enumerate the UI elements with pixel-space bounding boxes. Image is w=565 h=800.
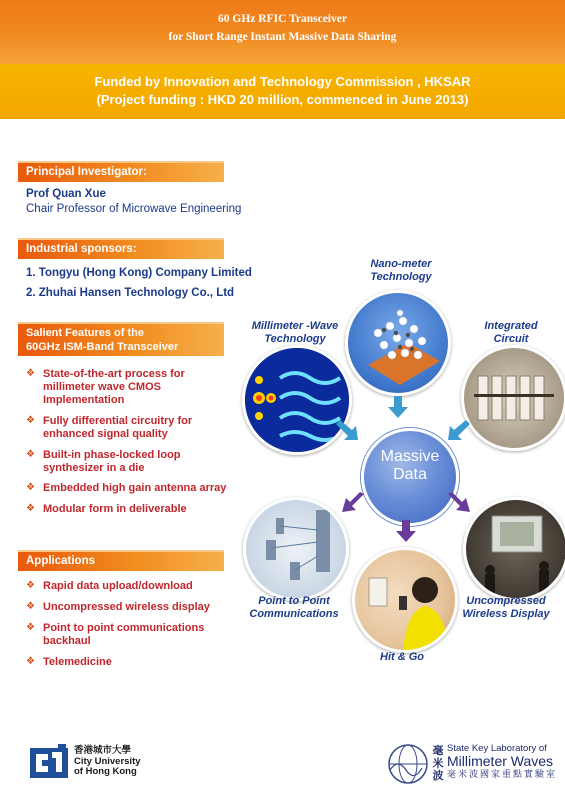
funding-line-1: Funded by Innovation and Technology Commission , HKSAR <box>94 74 471 89</box>
molecule-illustration <box>348 293 448 393</box>
feature-text: Embedded high gain antenna array <box>43 482 227 494</box>
person-phone-illustration <box>355 550 455 650</box>
network-illustration <box>246 500 346 598</box>
title-line-2: for Short Range Instant Massive Data Sharing <box>168 31 397 43</box>
lab-chinese-logo-mark <box>432 745 444 783</box>
label-text: Data <box>393 466 427 483</box>
sponsor-item: 2. Zhuhai Hansen Technology Co., Ltd <box>26 287 235 299</box>
investigator-title: Chair Professor of Microwave Engineering <box>26 203 242 215</box>
cityu-chinese-name: 香港城市大學 <box>74 745 132 756</box>
bullet-icon: ❖ <box>26 622 35 633</box>
bullet-icon: ❖ <box>26 482 35 493</box>
arrow-down-right-icon <box>448 492 472 514</box>
millimeter-wave-label <box>240 320 350 346</box>
bullet-icon: ❖ <box>26 368 35 379</box>
label-text: Point to Point <box>258 595 330 607</box>
cityu-english-name: of Hong Kong <box>74 766 137 777</box>
antenna-field-illustration <box>245 348 349 452</box>
hit-and-go-image <box>352 547 458 653</box>
bullet-icon: ❖ <box>26 415 35 426</box>
application-item <box>43 601 210 614</box>
feature-text: synthesizer in a die <box>43 462 145 474</box>
label-text: Uncompressed <box>466 595 546 607</box>
lab-english-line-2: Millimeter Waves <box>447 753 554 769</box>
feature-item <box>43 503 187 516</box>
application-item <box>43 622 204 648</box>
feature-text: Modular form in deliverable <box>43 503 187 515</box>
lab-chinese-logo-text: 毫米波 <box>432 745 444 782</box>
funding-text <box>0 73 565 109</box>
label-text: Communications <box>249 608 339 620</box>
chip-photo-illustration <box>464 348 564 448</box>
point-to-point-image <box>243 497 349 601</box>
poster-title <box>0 10 565 46</box>
cityu-english-name: City University <box>74 755 141 767</box>
feature-text: State-of-the-art process for <box>43 368 185 380</box>
bullet-icon: ❖ <box>26 449 35 460</box>
arrow-down-left-icon <box>340 492 364 514</box>
lab-globe-logo-icon <box>386 742 430 786</box>
label-text: Massive <box>380 448 440 465</box>
integrated-circuit-image <box>461 345 565 451</box>
applications-heading: Applications <box>18 550 224 571</box>
feature-item <box>43 368 185 407</box>
label-text: Circuit <box>493 333 529 345</box>
feature-text: Built-in phase-locked loop <box>43 449 181 461</box>
nano-technology-label <box>355 258 447 284</box>
application-text: backhaul <box>43 635 91 647</box>
label-text: Nano-meter <box>370 258 432 270</box>
application-item <box>43 656 112 669</box>
presentation-room-illustration <box>466 500 565 598</box>
feature-item <box>43 482 226 495</box>
bullet-icon: ❖ <box>26 503 35 514</box>
bullet-icon: ❖ <box>26 580 35 591</box>
bullet-icon: ❖ <box>26 601 35 612</box>
integrated-circuit-label <box>470 320 552 346</box>
salient-features-heading <box>18 322 224 356</box>
label-text: Wireless Display <box>462 608 550 620</box>
lab-name <box>447 743 557 780</box>
arrow-down-icon <box>396 520 416 542</box>
feature-item <box>43 449 181 475</box>
application-text: Telemedicine <box>43 656 112 668</box>
funding-line-2: (Project funding : HKD 20 million, commenced in June 2013) <box>96 92 469 107</box>
label-text: Millimeter -Wave <box>251 320 339 332</box>
investigator-name: Prof Quan Xue <box>26 188 106 200</box>
point-to-point-label <box>238 595 350 621</box>
features-heading-line-2: 60GHz ISM-Band Transceiver <box>26 341 179 353</box>
bullet-icon: ❖ <box>26 656 35 667</box>
label-text: Technology <box>370 271 432 283</box>
label-text: Integrated <box>484 320 538 332</box>
label-text: Technology <box>264 333 326 345</box>
arrow-down-left-icon <box>446 420 470 442</box>
lab-english-line-1: State Key Laboratory of <box>447 743 547 754</box>
application-text: Uncompressed wireless display <box>43 601 210 613</box>
cityu-logo-icon <box>28 742 70 782</box>
wireless-display-label <box>450 595 562 621</box>
massive-data-label <box>361 448 459 484</box>
industrial-sponsors-heading: Industrial sponsors: <box>18 238 224 259</box>
feature-text: enhanced signal quality <box>43 428 168 440</box>
arrow-down-icon <box>388 396 408 418</box>
application-item <box>43 580 193 593</box>
features-heading-line-1: Salient Features of the <box>26 327 144 339</box>
nanometer-technology-image <box>345 290 451 396</box>
feature-item <box>43 415 192 441</box>
sponsor-item: 1. Tongyu (Hong Kong) Company Limited <box>26 267 252 279</box>
application-text: Rapid data upload/download <box>43 580 193 592</box>
feature-text: Implementation <box>43 394 125 406</box>
principal-investigator-heading: Principal Investigator: <box>18 161 224 182</box>
lab-chinese-name: 毫米波國家重點實驗室 <box>447 769 558 779</box>
wireless-display-image <box>463 497 565 601</box>
hit-and-go-label: Hit & Go <box>380 651 424 663</box>
arrow-down-right-icon <box>336 420 360 442</box>
application-text: Point to point communications <box>43 622 205 634</box>
feature-text: millimeter wave CMOS <box>43 381 161 393</box>
title-line-1: 60 GHz RFIC Transceiver <box>218 13 347 25</box>
cityu-name <box>74 746 141 778</box>
feature-text: Fully differential circuitry for <box>43 415 193 427</box>
